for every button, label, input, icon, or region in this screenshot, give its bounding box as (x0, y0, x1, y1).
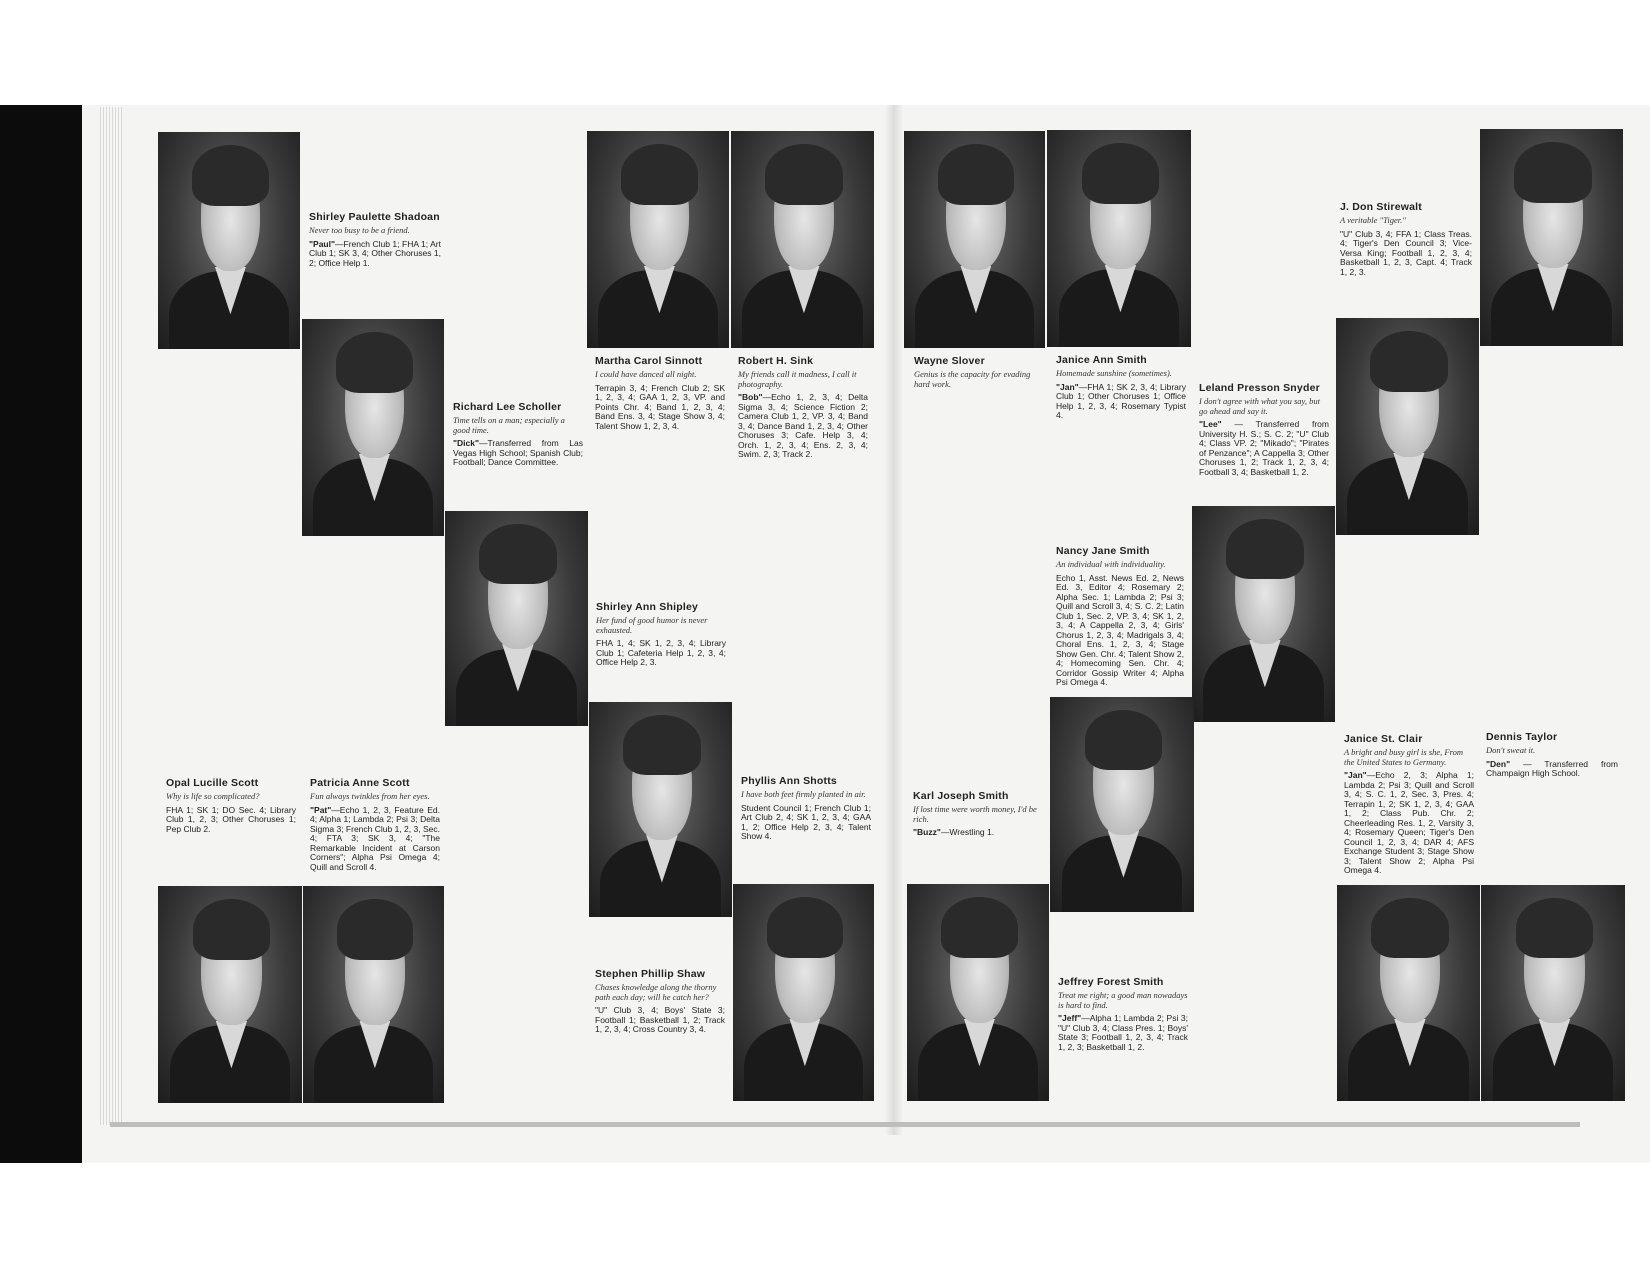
student-nickname: "Jeff" (1058, 1013, 1082, 1023)
entry-jsmith (1056, 354, 1186, 421)
student-quote: Chases knowledge along the thorny path each day; will he catch her? (595, 982, 717, 1002)
student-name: Nancy Jane Smith (1056, 545, 1150, 557)
student-quote: Time tells on a man; especially a good time. (453, 415, 565, 435)
student-activities: "Jeff"—Alpha 1; Lambda 2; Psi 3; "U" Club 3, 4; Class Pres. 1; Boys' State 3; Football 1, 2, 3, 4; Track 1, 2, 3; Basketball 1, 2. (1058, 1013, 1188, 1052)
student-nickname: "Paul" (309, 238, 336, 249)
student-name: Janice St. Clair (1344, 733, 1423, 745)
entry-oscott (166, 777, 296, 834)
student-name: Richard Lee Scholler (453, 401, 562, 413)
student-name: Phyllis Ann Shotts (741, 775, 837, 787)
entry-jfsmith (1058, 976, 1188, 1052)
student-activities: "Pat"—Echo 1, 2, 3, Feature Ed. 4; Alpha 1; Lambda 2; Psi 3; Delta Sigma 3; French Club 1, 2, 3, Sec. 4; FTA 3; SK 3, 4; "The Remarkable Incident at Carson Corners"; Alpha Psi Omega 4; Quill and Scroll 4. (310, 804, 440, 872)
student-quote: If lost time were worth money, I'd be rich. (913, 804, 1037, 824)
student-quote: I have both feet firmly planted in air. (741, 789, 866, 799)
student-name: Shirley Ann Shipley (596, 601, 699, 613)
entry-shaw (595, 968, 725, 1035)
student-activities: "Jan"—Echo 2, 3; Alpha 1; Lambda 2; Psi 3; Quill and Scroll 3, 4; S. C. 1, 2, Sec. 3, Pres. 4; Terrapin 1, 2; SK 1, 2, 3, 4; GAA 1, 2; Class Pub. Chr. 2; Cheerleading Res. 1, 2, Varsity 3, 4; Rosemary Queen; Tiger's Den Council 1, 2, 3, 4; DAR 4; AFS Exchange Student 3; Stage Show 3; Talent Show 2; Alpha Psi Omega 4. (1344, 770, 1474, 875)
student-activities: "Den" — Transferred from Champaign High School. (1486, 758, 1618, 778)
student-name: Opal Lucille Scott (166, 777, 259, 789)
entry-pscott (310, 777, 440, 872)
student-activities: "Lee" — Transferred from University H. S.; S. C. 2; "U" Club 4; Class VP. 2; "Mikado"; "Pirates of Penzance"; A Cappella 3; Other Choruses 1, 2; Track 1, 2, 3, 4; Football 3, 4; Basketball 1, 2. (1199, 419, 1329, 477)
student-quote: I could have danced all night. (595, 369, 697, 379)
student-quote: Homemade sunshine (sometimes). (1056, 368, 1172, 378)
entry-shipley (596, 601, 726, 668)
student-nickname: "Lee" (1199, 419, 1222, 429)
student-name: Robert H. Sink (738, 355, 814, 367)
portrait-stclair (1337, 885, 1480, 1101)
student-activities: Student Council 1; French Club 1; Art Club 2, 4; SK 1, 2, 3, 4; GAA 1, 2; Office Help 2, 3, 4; Talent Show 4. (741, 802, 871, 841)
student-activities: Echo 1, Asst. News Ed. 2, News Ed. 3, Editor 4; Rosemary 2; Alpha Sec. 1; Lambda 2; Psi 3; Quill and Scroll 3, 4; S. C. 2; Latin Club 1, Sec. 2, VP. 3, 4; SK 1, 2, 3, 4; A Cappella 2, 3, 4; Girls' Chorus 1, 2, 3, 4; Madrigals 3, 4; Choral Ens. 1, 2, 3, 4; Stage Show Gen. Chr. 4; Talent Show 2, 4; Homecoming Sen. Chr. 4; Corridor Gossip Writer 4; Alpha Psi Omega 4. (1056, 572, 1184, 687)
portrait-oscott (158, 886, 302, 1103)
student-nickname: "Dick" (453, 438, 480, 448)
student-quote: Treat me right; a good man nowadays is hard to find. (1058, 990, 1188, 1010)
student-quote: Never too busy to be a friend. (309, 225, 410, 235)
portrait-slover (904, 131, 1045, 348)
student-name: Janice Ann Smith (1056, 354, 1147, 366)
student-activities: FHA 1; SK 1; DO Sec. 4; Library Club 1, 2, 3; Other Choruses 1; Pep Club 2. (166, 804, 296, 834)
portrait-shipley (445, 511, 588, 726)
student-name: Patricia Anne Scott (310, 777, 410, 789)
student-name: Martha Carol Sinnott (595, 355, 703, 367)
portrait-nsmith (1192, 506, 1335, 722)
student-name: Stephen Phillip Shaw (595, 968, 706, 980)
student-quote: An individual with individuality. (1056, 559, 1166, 569)
student-name: Jeffrey Forest Smith (1058, 976, 1164, 988)
student-quote: I don't agree with what you say, but go ahead and say it. (1199, 396, 1320, 416)
student-nickname: "Jan" (1056, 381, 1079, 392)
student-quote: Genius is the capacity for evading hard work. (914, 369, 1031, 389)
student-activities: FHA 1, 4; SK 1, 2, 3, 4; Library Club 1; Cafeteria Help 1, 2, 3, 4; Office Help 2, 3. (596, 638, 726, 667)
entry-sinnott (595, 355, 725, 431)
student-name: Leland Presson Snyder (1199, 382, 1320, 394)
portrait-ksmith (1050, 697, 1194, 912)
student-quote: A bright and busy girl is she, From the United States to Germany. (1344, 747, 1464, 767)
student-name: Wayne Slover (914, 355, 985, 367)
portrait-pscott (303, 886, 444, 1103)
portrait-sinnott (587, 131, 729, 348)
entry-stirewalt (1340, 201, 1472, 277)
student-nickname: "Bob" (738, 392, 763, 402)
entry-slover (914, 355, 1044, 393)
portrait-scholler (302, 319, 444, 536)
portrait-jsmith (1047, 130, 1191, 347)
student-activities: "U" Club 3, 4; Boys' State 3; Football 1; Basketball 1, 2; Track 1, 2, 3, 4; Cross Country 3, 4. (595, 1005, 725, 1034)
book-gutter (885, 105, 903, 1135)
student-name: Karl Joseph Smith (913, 790, 1009, 802)
portrait-jfsmith (907, 884, 1049, 1101)
student-activities: Terrapin 3, 4; French Club 2; SK 1, 2, 3, 4; GAA 1, 2, 3, VP. and Points Chr. 4; Band 1, 2, 3, 4; Band Ens. 3, 4; Stage Show 3, 4; Talent Show 1, 2, 3, 4. (595, 382, 725, 431)
student-quote: Why is life so complicated? (166, 791, 260, 801)
entry-taylor (1486, 731, 1618, 779)
student-activities: "U" Club 3, 4; FFA 1; Class Treas. 4; Tiger's Den Council 3; Vice-Versa King; Football 1, 2, 3, 4; Basketball 1, 2, 3, Capt. 4; Track 1, 2, 3. (1340, 228, 1472, 277)
page-bottom-edge (110, 1122, 1580, 1127)
student-quote: A veritable "Tiger." (1340, 215, 1406, 225)
entry-scholler (453, 401, 583, 468)
entry-ksmith (913, 790, 1043, 838)
portrait-taylor (1481, 885, 1625, 1101)
entry-shotts (741, 775, 871, 842)
student-activities: "Bob"—Echo 1, 2, 3, 4; Delta Sigma 3, 4; Science Fiction 2; Camera Club 1, 2, VP. 3, 4; Band 3, 4; Dance Band 1, 2, 3, 4; Other Choruses 3; Cafe. Help 3, 4; Orch. 1, 2, 3, 4; Ens. 2, 3, 4; Swim. 2, 3; Track 2. (738, 392, 868, 459)
student-name: Shirley Paulette Shadoan (309, 211, 440, 223)
student-name: J. Don Stirewalt (1340, 201, 1422, 213)
entry-stclair (1344, 733, 1474, 876)
student-nickname: "Buzz" (913, 827, 941, 837)
entry-shadoan (309, 211, 441, 268)
scan-border (0, 105, 88, 1163)
student-activities: "Buzz"—Wrestling 1. (913, 827, 995, 837)
student-activities: "Jan"—FHA 1; SK 2, 3, 4; Library Club 1; Other Choruses 1; Office Help 1, 2, 3, 4; Rosemary Typist 4. (1056, 381, 1186, 420)
student-nickname: "Den" (1486, 758, 1511, 769)
portrait-snyder (1336, 318, 1479, 535)
portrait-sink (731, 131, 874, 348)
student-quote: Fun always twinkles from her eyes. (310, 791, 430, 801)
student-quote: Don't sweat it. (1486, 745, 1536, 755)
student-name: Dennis Taylor (1486, 731, 1558, 743)
student-nickname: "Jan" (1344, 770, 1367, 780)
student-quote: My friends call it madness, I call it photography. (738, 369, 857, 389)
student-activities: "Paul"—French Club 1; FHA 1; Art Club 1; SK 3, 4; Other Choruses 1, 2; Office Help 1. (309, 238, 441, 268)
student-activities: "Dick"—Transferred from Las Vegas High School; Spanish Club; Football; Dance Committee. (453, 438, 583, 467)
portrait-shotts (589, 702, 732, 917)
student-quote: Her fund of good humor is never exhausted. (596, 615, 708, 635)
portrait-stirewalt (1480, 129, 1623, 346)
portrait-shadoan (158, 132, 300, 349)
entry-sink (738, 355, 868, 460)
entry-snyder (1199, 382, 1329, 477)
portrait-shaw (733, 884, 874, 1101)
page-edges (100, 107, 122, 1125)
entry-nsmith (1056, 545, 1184, 688)
student-nickname: "Pat" (310, 804, 332, 815)
